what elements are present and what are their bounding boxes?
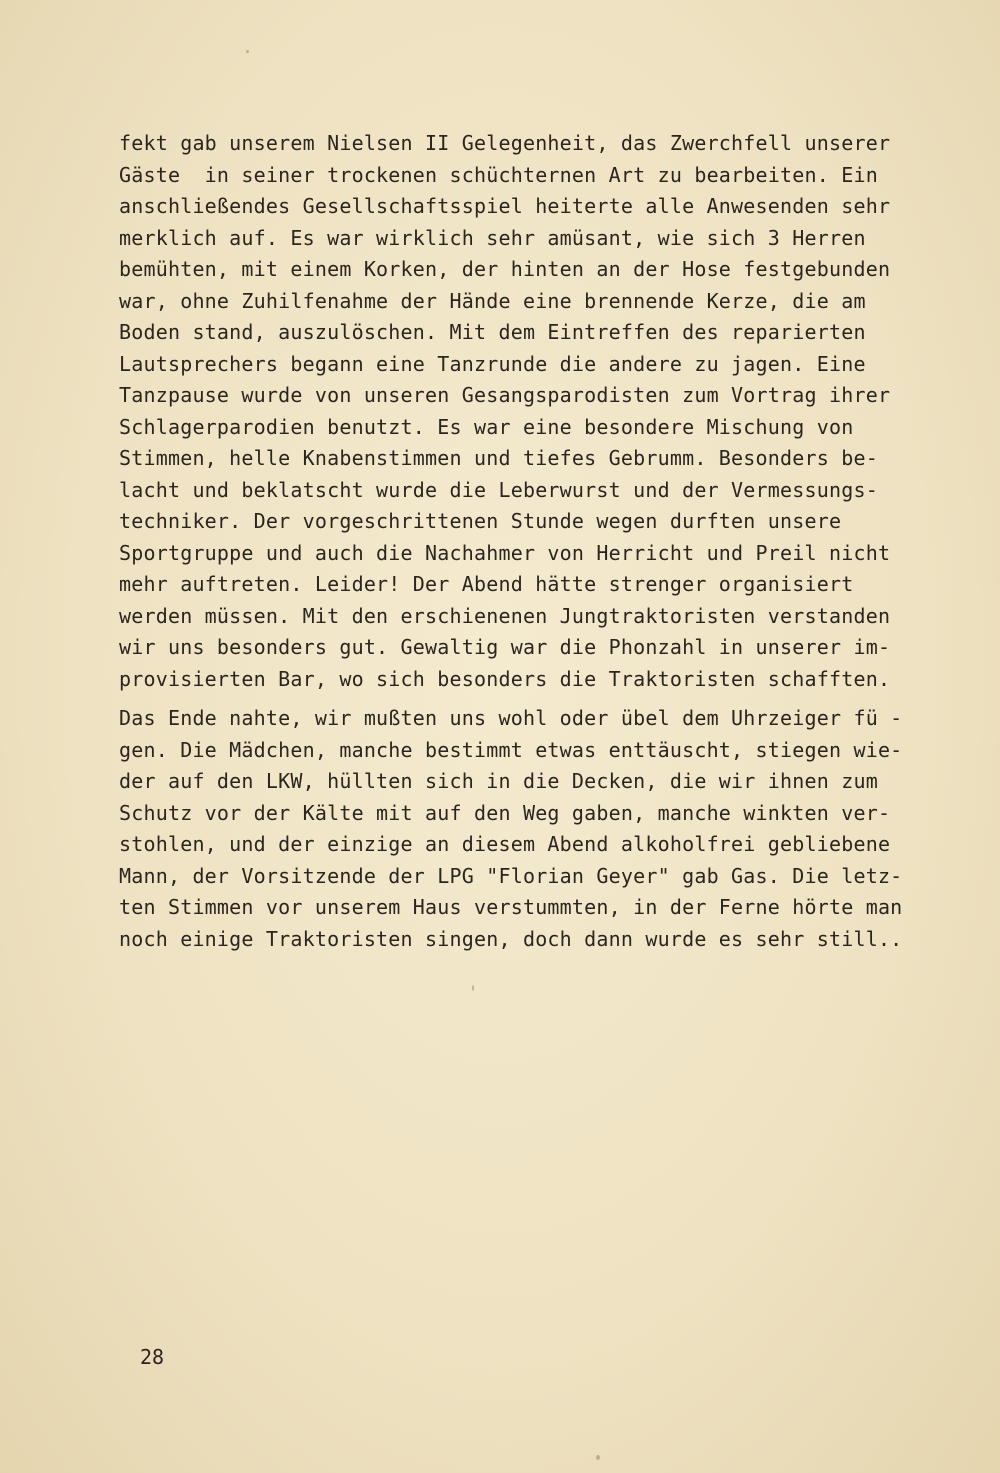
text-line: Schutz vor der Kälte mit auf den Weg gaben, manche winkten ver- [119,800,891,825]
paper-speck [596,1455,600,1460]
text-line: Mann, der Vorsitzende der LPG "Florian Geyer" gab Gas. Die letz- [119,863,903,888]
text-line: provisierten Bar, wo sich besonders die Traktoristen schafften. [119,666,891,691]
text-line: techniker. Der vorgeschrittenen Stunde wegen durften unsere [119,509,842,533]
text-line: noch einige Traktoristen singen, doch dann wurde es sehr still.. [119,926,903,951]
body-text [119,128,939,955]
text-line: Das Ende nahte, wir mußten uns wohl oder übel dem Uhrzeiger fü - [119,706,903,730]
text-line: wir uns besonders gut. Gewaltig war die Phonzahl in unserer im- [119,635,891,659]
text-line: werden müssen. Mit den erschienenen Jungtraktoristen verstanden [119,603,891,628]
text-line: Lautsprechers begann eine Tanzrunde die andere zu jagen. Eine [119,351,866,376]
text-line: lacht und beklatscht wurde die Leberwurst und der Vermessungs- [119,477,878,502]
text-line: mehr auftreten. Leider! Der Abend hätte strenger organisiert [119,572,854,596]
text-line: bemühten, mit einem Korken, der hinten an der Hose festgebunden [119,257,891,281]
text-line: der auf den LKW, hüllten sich in die Decken, die wir ihnen zum [119,769,878,793]
text-line: Stimmen, helle Knabenstimmen und tiefes Gebrumm. Besonders be- [119,446,878,470]
text-line: anschließendes Gesellschaftsspiel heiterte alle Anwesenden sehr [119,194,891,218]
text-line: merklich auf. Es war wirklich sehr amüsant, wie sich 3 Herren [119,225,866,250]
paragraph-1 [119,128,939,695]
text-line: Boden stand, auszulöschen. Mit dem Eintreffen des reparierten [119,320,866,344]
text-line: Tanzpause wurde von unseren Gesangsparodisten zum Vortrag ihrer [119,383,891,407]
text-line: ten Stimmen vor unserem Haus verstummten, in der Ferne hörte man [119,895,903,919]
text-line: gen. Die Mädchen, manche bestimmt etwas enttäuscht, stiegen wie- [119,737,903,762]
text-line: Gäste in seiner trockenen schüchternen Art zu bearbeiten. Ein [119,162,878,187]
text-line: war, ohne Zuhilfenahme der Hände eine brennende Kerze, die am [119,288,866,313]
paper-speck [472,985,474,991]
page-number: 28 [140,1345,165,1369]
text-line: Sportgruppe und auch die Nachahmer von Herricht und Preil nicht [119,540,891,565]
paragraph-2 [119,703,939,955]
text-line: stohlen, und der einzige an diesem Abend alkoholfrei gebliebene [119,832,891,856]
text-line: fekt gab unserem Nielsen II Gelegenheit, das Zwerchfell unserer [119,131,891,155]
paper-speck [246,50,249,53]
text-line: Schlagerparodien benutzt. Es war eine besondere Mischung von [119,414,854,439]
